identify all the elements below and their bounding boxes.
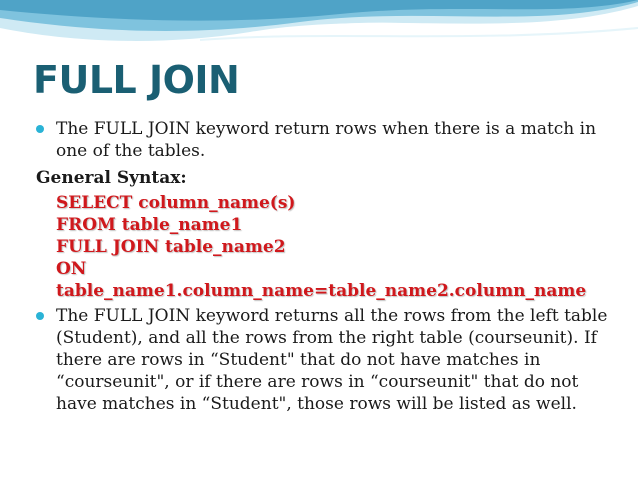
code-line: FULL JOIN table_name2 [56,237,286,257]
bullet-item-1 [36,118,616,162]
code-line: table_name1.column_name=table_name2.column_name [56,281,587,301]
bullet-2-text: The FULL JOIN keyword returns all the rows from the left table (Student), and all the rows from the right table (courseunit). If there are rows in “Student" that do not have matches in “courseunit", or if there are rows in “courseunit" that do not have matches in “Student", those rows will be listed as well. [56,306,608,414]
code-line: FROM table_name1 [56,215,243,235]
bullet-item-2 [36,305,616,415]
bullet-dot-icon [36,312,44,320]
bullet-1-text: The FULL JOIN keyword return rows when there is a match in one of the tables. [56,119,597,161]
code-line: ON [56,259,87,279]
slide-title: FULL JOIN [33,58,240,102]
bullet-dot-icon [36,125,44,133]
sql-syntax-block [36,192,616,302]
code-line: SELECT column_name(s) [56,193,296,213]
slide-content [36,118,616,415]
general-syntax-label: General Syntax: [36,168,187,188]
